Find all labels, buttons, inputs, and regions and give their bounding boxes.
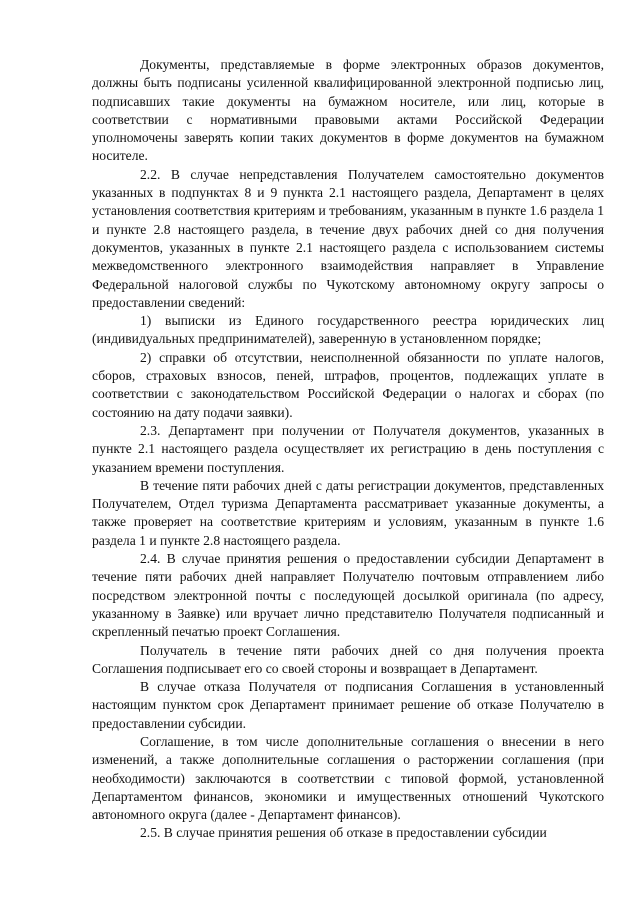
paragraph-electronic-documents: Документы, представляемые в форме электронных образов документов, должны быть подписаны усиленной квалифицированной электронной подписью лиц, подписавших такие документы на бумажном носителе, или лиц, которые в соответствии с нормативными правовыми актами Российской Федерации уполномочены заверять копии таких документов в форме документов на бумажном носителе.: [92, 57, 604, 164]
paragraph-2-5: 2.5. В случае принятия решения об отказе в предоставлении субсидии: [140, 825, 547, 841]
paragraph-2-3: 2.3. Департамент при получении от Получателя документов, указанных в пункте 2.1 настоящего раздела осуществляет их регистрацию в день поступления с указанием времени поступления.: [92, 422, 604, 475]
paragraph-2-4-refusal: В случае отказа Получателя от подписания Соглашения в установленный настоящим пунктом срок Департамент принимает решение об отказе Получателю в предоставлении субсидии.: [92, 679, 604, 731]
paragraph-2-2-item-1: 1) выписки из Единого государственного реестра юридических лиц (индивидуальных предпринимателей), заверенную в установленном порядке;: [92, 313, 604, 347]
paragraph-2-4-agreement: Соглашение, в том числе дополнительные соглашения о внесении в него изменений, а также дополнительные соглашения о расторжении соглашения (при необходимости) заключаются в соответствии с типовой формой, установленной Департаментом финансов, экономики и имущественных отношений Чукотского автономного округа (далее - Департамент финансов).: [92, 733, 604, 823]
paragraph-2-2: 2.2. В случае непредставления Получателем самостоятельно документов указанных в подпунктах 8 и 9 пункта 2.1 настоящего раздела, Департамент в целях установления соответствия критериям и требованиям, указанным в пункте 1.6 раздела 1 и пункте 2.8 настоящего раздела, в течение двух рабочих дней со дня получения документов, указанных в пункте 2.1 настоящего раздела с использованием системы межведомственного электронного взаимодействия направляет в Управление Федеральной налоговой службы по Чукотскому автономному округу запросы о предоставлении сведений:: [92, 166, 604, 310]
paragraph-2-3-review: В течение пяти рабочих дней с даты регистрации документов, представленных Получателем, Отдел туризма Департамента рассматривает указанные документы, а также проверяет на соответствие критериям и условиям, указанным в пункте 1.6 раздела 1 и пункте 2.8 настоящего раздела.: [92, 477, 604, 548]
paragraph-2-4-signing: Получатель в течение пяти рабочих дней со дня получения проекта Соглашения подписывает его со своей стороны и возвращает в Департамент.: [92, 642, 604, 676]
paragraph-2-4: 2.4. В случае принятия решения о предоставлении субсидии Департамент в течение пяти рабочих дней направляет Получателю почтовым отправлением либо посредством электронной почты с последующей досылкой оригинала (по адресу, указанному в Заявке) или вручает лично представителю Получателя подписанный и скрепленный печатью проект Соглашения.: [92, 551, 604, 640]
paragraph-2-2-item-2: 2) справки об отсутствии, неисполненной обязанности по уплате налогов, сборов, страховых взносов, пеней, штрафов, процентов, подлежащих уплате в соответствии с законодательством Российской Федерации о налогах и сборах (по состоянию на дату подачи заявки).: [92, 349, 604, 420]
